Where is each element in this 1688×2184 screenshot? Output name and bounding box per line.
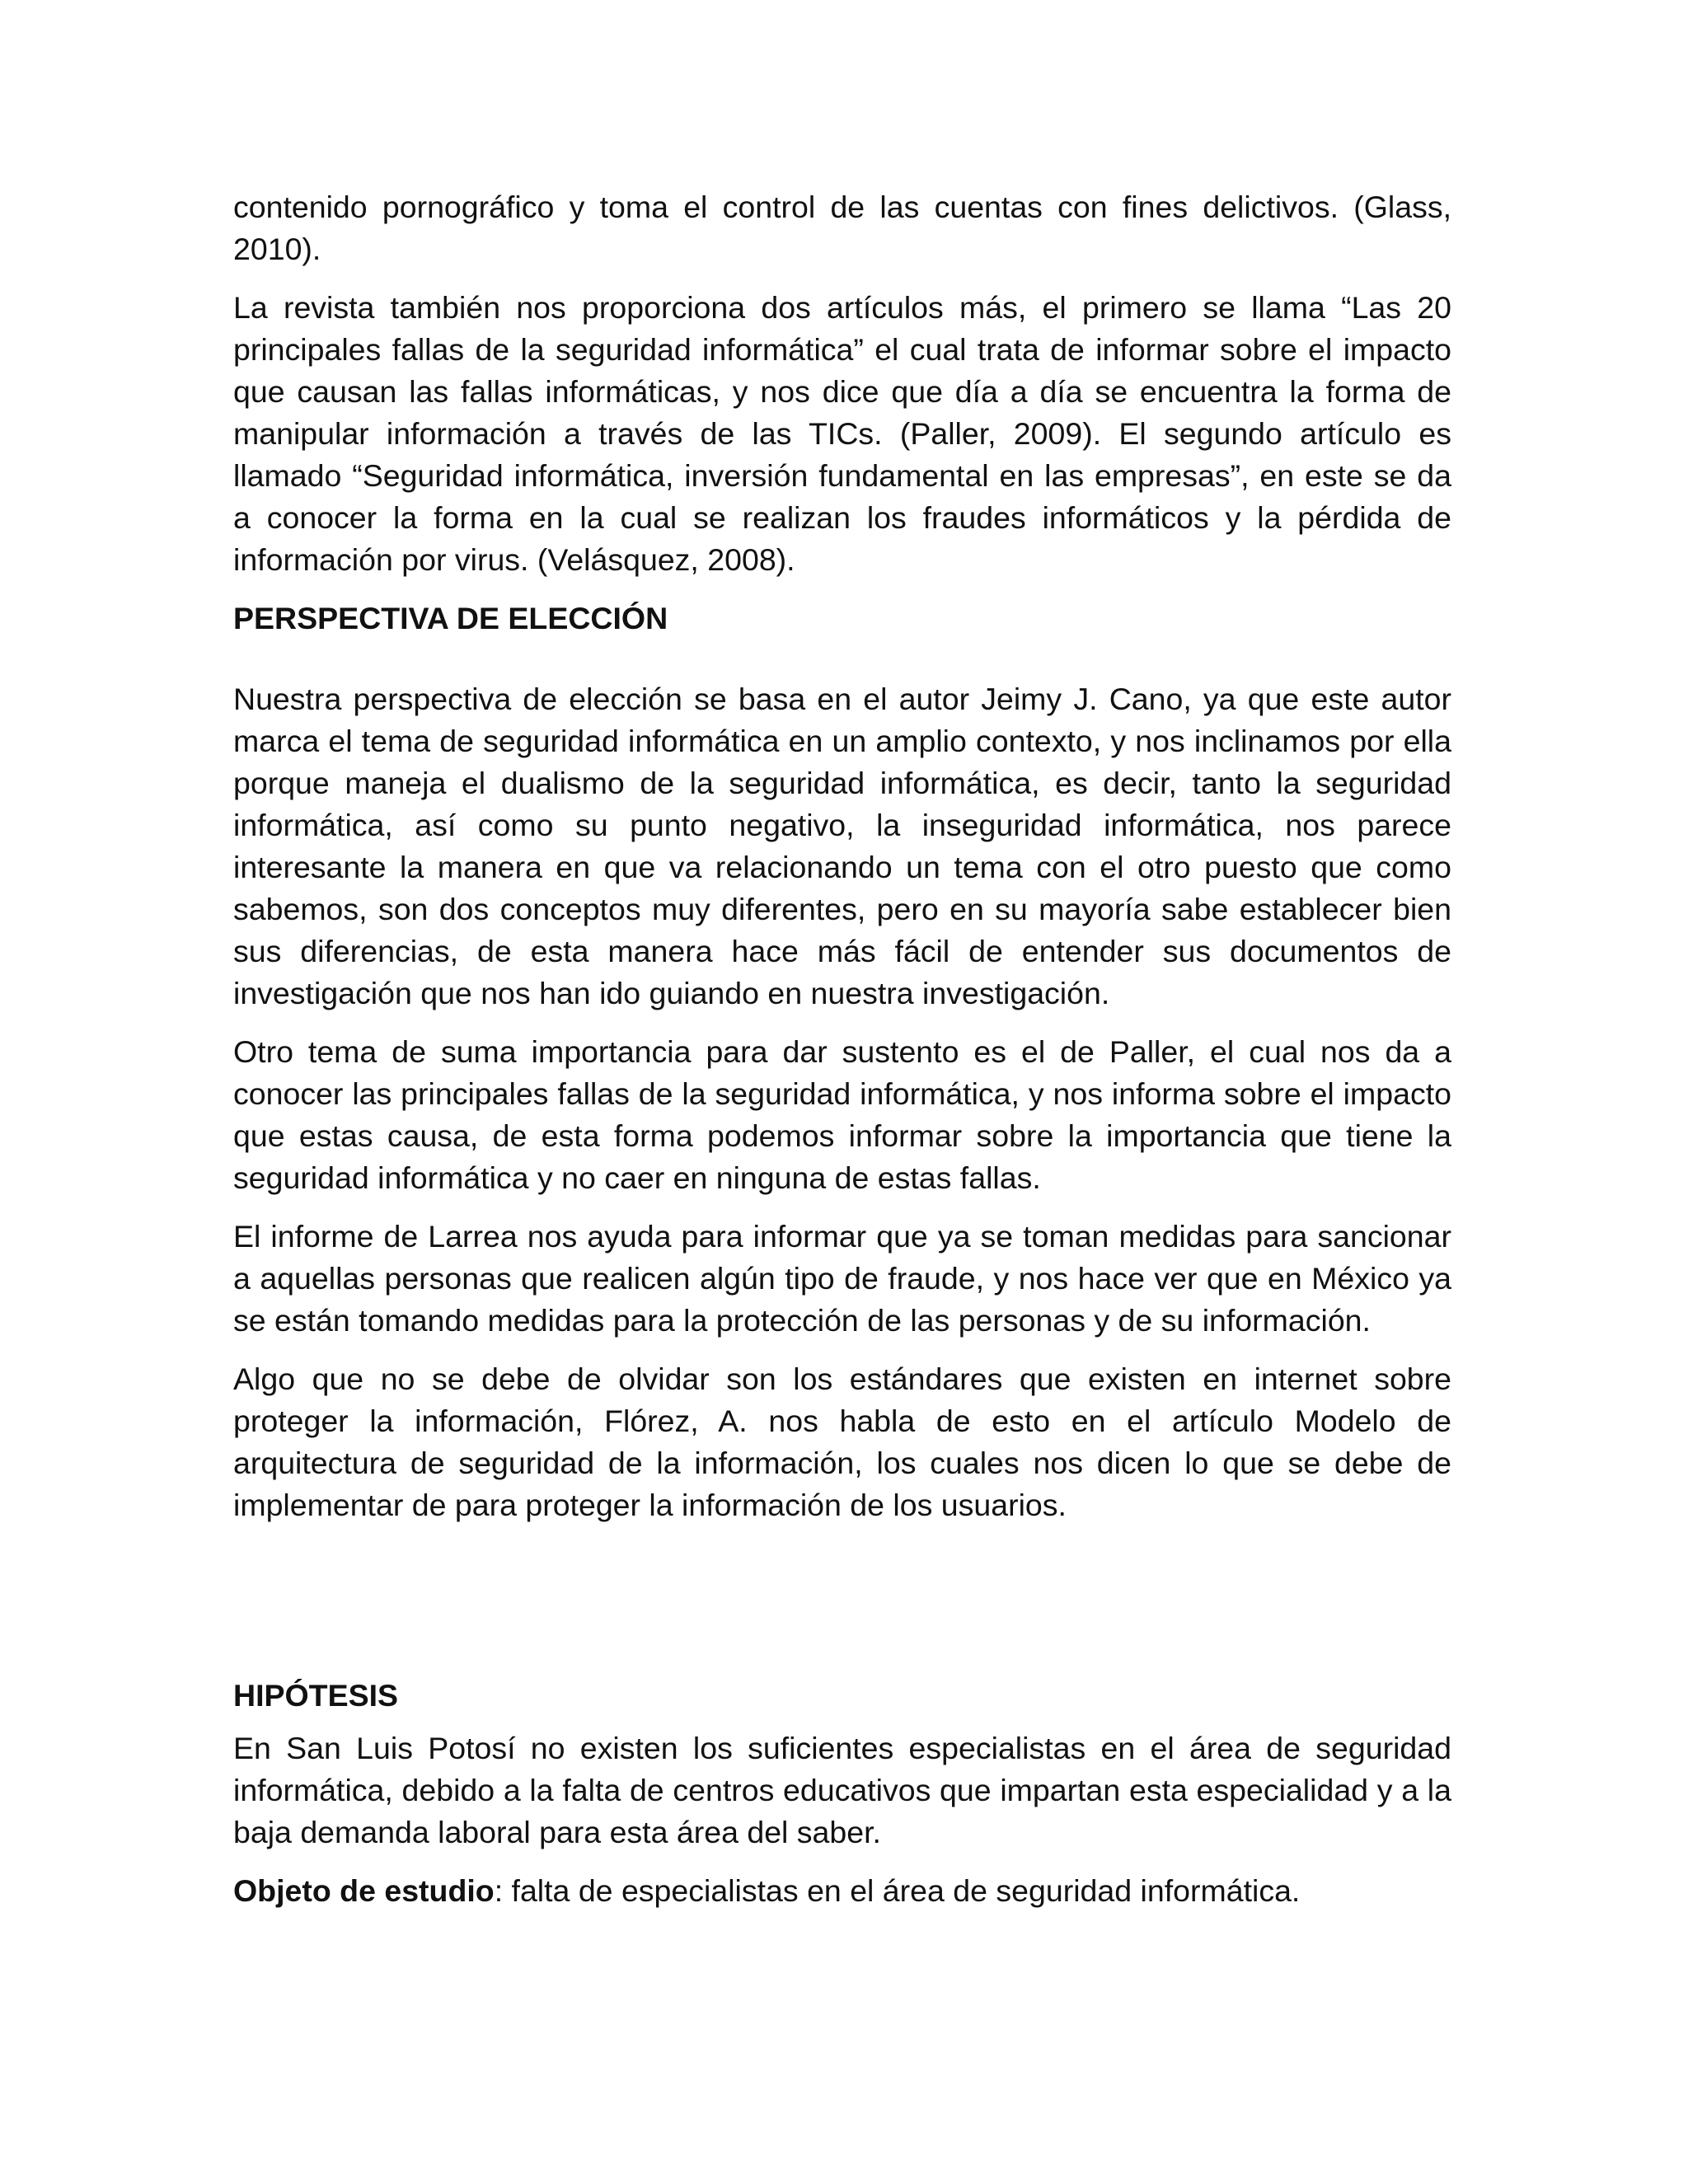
heading-perspectiva-de-eleccion: PERSPECTIVA DE ELECCIÓN: [233, 601, 668, 635]
paragraph-larrea: El informe de Larrea nos ayuda para informar que ya se toman medidas para sancionar a aquellas personas que realicen algún tipo de fraude, y nos hace ver que en México ya se están tomando medidas para la protección de las personas y de su información.: [233, 1219, 1451, 1338]
objeto-de-estudio-label: Objeto de estudio: [233, 1873, 495, 1908]
paragraph-revista-articulos: La revista también nos proporciona dos artículos más, el primero se llama “Las 20 principales fallas de la seguridad informática” el cual trata de informar sobre el impacto que causan las fallas informáticas, y nos dice que día a día se encuentra la forma de manipular información a través de las TICs. (Paller, 2009). El segundo artículo es llamado “Seguridad informática, inversión fundamental en las empresas”, en este se da a conocer la forma en la cual se realizan los fraudes informáticos y la pérdida de información por virus. (Velásquez, 2008).: [233, 290, 1451, 577]
spacer: [233, 1543, 1451, 1675]
paragraph-florez: Algo que no se debe de olvidar son los estándares que existen en internet sobre proteger la información, Flórez, A. nos habla de esto en el artículo Modelo de arquitectura de seguridad de la información, los cuales nos dicen lo que se debe de implementar de para proteger la información de los usuarios.: [233, 1361, 1451, 1522]
objeto-de-estudio: [233, 1870, 1451, 1912]
paragraph-paller: Otro tema de suma importancia para dar sustento es el de Paller, el cual nos da a conocer las principales fallas de la seguridad informática, y nos informa sobre el impacto que estas causa, de esta forma podemos informar sobre la importancia que tiene la seguridad informática y no caer en ninguna de estas fallas.: [233, 1034, 1451, 1195]
objeto-de-estudio-text: : falta de especialistas en el área de seguridad informática.: [494, 1873, 1301, 1908]
paragraph-glass-citation: contenido pornográfico y toma el control de las cuentas con fines delictivos. (Glass, 2010).: [233, 190, 1451, 266]
heading-hipotesis: HIPÓTESIS: [233, 1678, 399, 1713]
paragraph-perspectiva-cano: Nuestra perspectiva de elección se basa en el autor Jeimy J. Cano, ya que este autor marca el tema de seguridad informática en un amplio contexto, y nos inclinamos por ella porque maneja el dualismo de la seguridad informática, es decir, tanto la seguridad informática, así como su punto negativo, la inseguridad informática, nos parece interesante la manera en que va relacionando un tema con el otro puesto que como sabemos, son dos conceptos muy diferentes, pero en su mayoría sabe establecer bien sus diferencias, de esta manera hace más fácil de entender sus documentos de investigación que nos han ido guiando en nuestra investigación.: [233, 682, 1451, 1010]
paragraph-hipotesis: En San Luis Potosí no existen los suficientes especialistas en el área de seguridad informática, debido a la falta de centros educativos que impartan esta especialidad y a la baja demanda laboral para esta área del saber.: [233, 1731, 1451, 1849]
document-body: [233, 186, 1451, 1929]
